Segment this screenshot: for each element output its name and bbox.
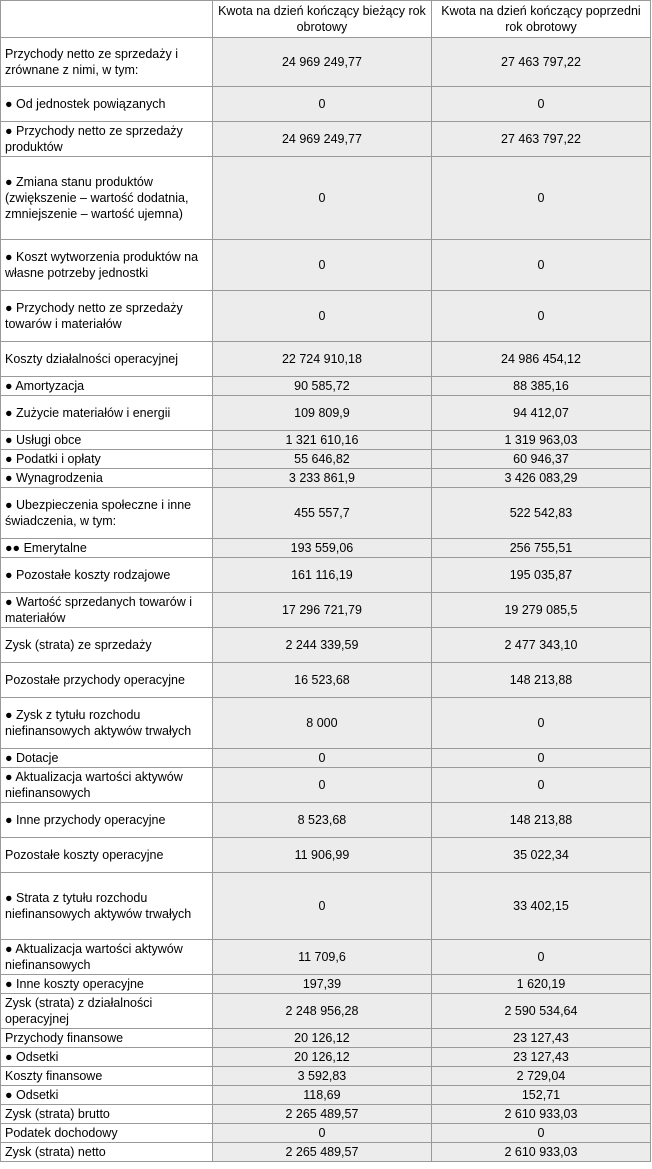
current-year-value: 0 [212, 240, 431, 291]
current-year-value: 20 126,12 [212, 1029, 431, 1048]
previous-year-value: 148 213,88 [431, 663, 650, 698]
current-year-value: 90 585,72 [212, 377, 431, 396]
table-row [1, 1105, 651, 1124]
previous-year-value: 24 986 454,12 [431, 342, 650, 377]
current-year-value: 8 523,68 [212, 803, 431, 838]
previous-year-value: 522 542,83 [431, 488, 650, 539]
table-row [1, 240, 651, 291]
current-year-value: 3 592,83 [212, 1067, 431, 1086]
row-label: ● Usługi obce [1, 431, 213, 450]
row-label: ● Strata z tytułu rozchodu niefinansowych aktywów trwałych [1, 873, 213, 940]
previous-year-value: 23 127,43 [431, 1048, 650, 1067]
previous-year-value: 19 279 085,5 [431, 593, 650, 628]
table-row [1, 873, 651, 940]
current-year-value: 1 321 610,16 [212, 431, 431, 450]
row-label: ● Od jednostek powiązanych [1, 87, 213, 122]
previous-year-value: 148 213,88 [431, 803, 650, 838]
current-year-value: 0 [212, 291, 431, 342]
table-row [1, 975, 651, 994]
row-label: ● Koszt wytworzenia produktów na własne potrzeby jednostki [1, 240, 213, 291]
current-year-value: 0 [212, 1124, 431, 1143]
current-year-value: 11 906,99 [212, 838, 431, 873]
row-label: ● Inne przychody operacyjne [1, 803, 213, 838]
previous-year-value: 2 729,04 [431, 1067, 650, 1086]
current-year-value: 24 969 249,77 [212, 38, 431, 87]
table-row [1, 698, 651, 749]
previous-year-value: 2 610 933,03 [431, 1105, 650, 1124]
previous-year-value: 27 463 797,22 [431, 38, 650, 87]
row-label: ● Pozostałe koszty rodzajowe [1, 558, 213, 593]
current-year-value: 0 [212, 768, 431, 803]
row-label: ● Inne koszty operacyjne [1, 975, 213, 994]
table-row [1, 1143, 651, 1162]
current-year-value: 2 265 489,57 [212, 1143, 431, 1162]
previous-year-value: 256 755,51 [431, 539, 650, 558]
row-label: Pozostałe przychody operacyjne [1, 663, 213, 698]
table-row [1, 1048, 651, 1067]
table-row [1, 122, 651, 157]
row-label: ● Wynagrodzenia [1, 469, 213, 488]
row-label: Zysk (strata) z działalności operacyjnej [1, 994, 213, 1029]
header-previous-year: Kwota na dzień kończący poprzedni rok obrotowy [431, 1, 650, 38]
current-year-value: 24 969 249,77 [212, 122, 431, 157]
previous-year-value: 0 [431, 940, 650, 975]
previous-year-value: 2 610 933,03 [431, 1143, 650, 1162]
row-label: Zysk (strata) brutto [1, 1105, 213, 1124]
table-row [1, 469, 651, 488]
table-row [1, 377, 651, 396]
current-year-value: 118,69 [212, 1086, 431, 1105]
table-row [1, 291, 651, 342]
row-label: Zysk (strata) ze sprzedaży [1, 628, 213, 663]
previous-year-value: 0 [431, 240, 650, 291]
previous-year-value: 152,71 [431, 1086, 650, 1105]
row-label: Przychody netto ze sprzedaży i zrównane z nimi, w tym: [1, 38, 213, 87]
previous-year-value: 0 [431, 698, 650, 749]
current-year-value: 2 265 489,57 [212, 1105, 431, 1124]
table-row [1, 342, 651, 377]
current-year-value: 20 126,12 [212, 1048, 431, 1067]
previous-year-value: 33 402,15 [431, 873, 650, 940]
current-year-value: 16 523,68 [212, 663, 431, 698]
current-year-value: 455 557,7 [212, 488, 431, 539]
table-row [1, 1029, 651, 1048]
current-year-value: 8 000 [212, 698, 431, 749]
current-year-value: 0 [212, 87, 431, 122]
row-label: Przychody finansowe [1, 1029, 213, 1048]
previous-year-value: 0 [431, 768, 650, 803]
table-row [1, 749, 651, 768]
row-label: Podatek dochodowy [1, 1124, 213, 1143]
previous-year-value: 2 590 534,64 [431, 994, 650, 1029]
previous-year-value: 1 620,19 [431, 975, 650, 994]
row-label: ● Aktualizacja wartości aktywów niefinansowych [1, 768, 213, 803]
row-label: ● Odsetki [1, 1086, 213, 1105]
table-row [1, 539, 651, 558]
table-row [1, 768, 651, 803]
current-year-value: 193 559,06 [212, 539, 431, 558]
row-label: Pozostałe koszty operacyjne [1, 838, 213, 873]
previous-year-value: 1 319 963,03 [431, 431, 650, 450]
current-year-value: 2 244 339,59 [212, 628, 431, 663]
table-row [1, 1124, 651, 1143]
current-year-value: 2 248 956,28 [212, 994, 431, 1029]
table-row [1, 488, 651, 539]
row-label: Zysk (strata) netto [1, 1143, 213, 1162]
previous-year-value: 0 [431, 749, 650, 768]
row-label: ● Zmiana stanu produktów (zwiększenie – wartość dodatnia, zmniejszenie – wartość ujemna) [1, 157, 213, 240]
current-year-value: 0 [212, 749, 431, 768]
current-year-value: 3 233 861,9 [212, 469, 431, 488]
previous-year-value: 0 [431, 291, 650, 342]
table-row [1, 593, 651, 628]
table-row [1, 803, 651, 838]
row-label: ● Podatki i opłaty [1, 450, 213, 469]
row-label: ● Ubezpieczenia społeczne i inne świadczenia, w tym: [1, 488, 213, 539]
table-row [1, 157, 651, 240]
current-year-value: 22 724 910,18 [212, 342, 431, 377]
header-cell-empty [1, 1, 213, 38]
previous-year-value: 88 385,16 [431, 377, 650, 396]
previous-year-value: 3 426 083,29 [431, 469, 650, 488]
previous-year-value: 94 412,07 [431, 396, 650, 431]
table-row [1, 628, 651, 663]
row-label: ● Zysk z tytułu rozchodu niefinansowych aktywów trwałych [1, 698, 213, 749]
table-row [1, 1067, 651, 1086]
header-current-year: Kwota na dzień kończący bieżący rok obrotowy [212, 1, 431, 38]
row-label: ● Wartość sprzedanych towarów i materiałów [1, 593, 213, 628]
previous-year-value: 0 [431, 87, 650, 122]
row-label: ● Odsetki [1, 1048, 213, 1067]
current-year-value: 17 296 721,79 [212, 593, 431, 628]
table-row [1, 940, 651, 975]
current-year-value: 197,39 [212, 975, 431, 994]
row-label: ● Zużycie materiałów i energii [1, 396, 213, 431]
table-row [1, 87, 651, 122]
previous-year-value: 0 [431, 1124, 650, 1143]
previous-year-value: 195 035,87 [431, 558, 650, 593]
table-row [1, 663, 651, 698]
previous-year-value: 35 022,34 [431, 838, 650, 873]
row-label: ●● Emerytalne [1, 539, 213, 558]
previous-year-value: 60 946,37 [431, 450, 650, 469]
table-row [1, 558, 651, 593]
current-year-value: 11 709,6 [212, 940, 431, 975]
row-label: ● Przychody netto ze sprzedaży produktów [1, 122, 213, 157]
row-label: ● Przychody netto ze sprzedaży towarów i materiałów [1, 291, 213, 342]
current-year-value: 55 646,82 [212, 450, 431, 469]
row-label: ● Aktualizacja wartości aktywów niefinansowych [1, 940, 213, 975]
current-year-value: 109 809,9 [212, 396, 431, 431]
row-label: Koszty finansowe [1, 1067, 213, 1086]
table-row [1, 994, 651, 1029]
row-label: ● Amortyzacja [1, 377, 213, 396]
previous-year-value: 2 477 343,10 [431, 628, 650, 663]
table-row [1, 1086, 651, 1105]
header-row [1, 1, 651, 38]
row-label: Koszty działalności operacyjnej [1, 342, 213, 377]
table-row [1, 38, 651, 87]
table-row [1, 431, 651, 450]
current-year-value: 0 [212, 873, 431, 940]
previous-year-value: 23 127,43 [431, 1029, 650, 1048]
current-year-value: 161 116,19 [212, 558, 431, 593]
previous-year-value: 0 [431, 157, 650, 240]
row-label: ● Dotacje [1, 749, 213, 768]
table-row [1, 838, 651, 873]
current-year-value: 0 [212, 157, 431, 240]
table-row [1, 396, 651, 431]
table-row [1, 450, 651, 469]
previous-year-value: 27 463 797,22 [431, 122, 650, 157]
